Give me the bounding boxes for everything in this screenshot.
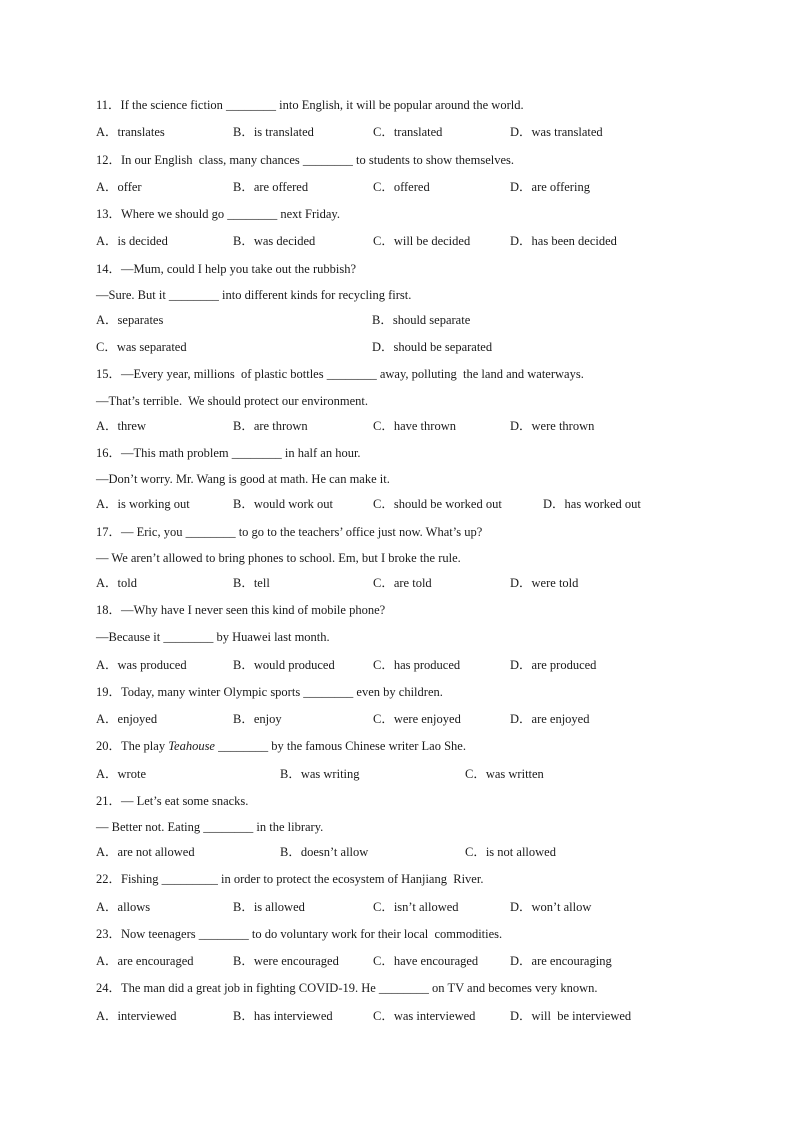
option-a: A．offer bbox=[96, 180, 142, 194]
option-c: C．offered bbox=[373, 180, 430, 194]
option-a: A．allows bbox=[96, 900, 151, 914]
option-c: C．have encouraged bbox=[373, 954, 479, 968]
question-14-options-row1 bbox=[96, 312, 716, 328]
option-a: A．translates bbox=[96, 125, 165, 139]
option-b: B．is allowed bbox=[233, 900, 305, 914]
question-15-reply: —That’s terrible. We should protect our environment. bbox=[96, 394, 368, 408]
option-b: B．are thrown bbox=[233, 419, 308, 433]
option-c: C．isn’t allowed bbox=[373, 900, 459, 914]
play-title: Teahouse bbox=[168, 739, 215, 753]
option-b: B．was writing bbox=[280, 767, 360, 781]
option-c: C．has produced bbox=[373, 658, 461, 672]
question-17-options bbox=[96, 575, 716, 591]
option-d: D．were told bbox=[510, 576, 579, 590]
option-b: B．is translated bbox=[233, 125, 314, 139]
stem-text: ________ by the famous Chinese writer Lao She. bbox=[214, 739, 466, 753]
question-23-options bbox=[96, 953, 716, 969]
option-d: D．are produced bbox=[510, 658, 597, 672]
question-17-reply: — We aren’t allowed to bring phones to school. Em, but I broke the rule. bbox=[96, 551, 461, 565]
question-16-reply: —Don’t worry. Mr. Wang is good at math. He can make it. bbox=[96, 472, 390, 486]
option-c: C．will be decided bbox=[373, 234, 471, 248]
question-14-options-row2 bbox=[96, 339, 716, 355]
question-24-stem: 24．The man did a great job in fighting COVID-19. He ________ on TV and becomes very known. bbox=[96, 981, 598, 995]
question-24-options bbox=[96, 1008, 716, 1024]
option-d: D．are encouraging bbox=[510, 954, 612, 968]
option-d: D．were thrown bbox=[510, 419, 595, 433]
question-18-reply: —Because it ________ by Huawei last month. bbox=[96, 630, 330, 644]
option-d: D．won’t allow bbox=[510, 900, 592, 914]
option-d: D．has been decided bbox=[510, 234, 617, 248]
stem-text: 20．The play bbox=[96, 739, 169, 753]
option-d: D．are offering bbox=[510, 180, 590, 194]
question-23-stem: 23．Now teenagers ________ to do voluntary work for their local commodities. bbox=[96, 927, 503, 941]
option-a: A．enjoyed bbox=[96, 712, 158, 726]
option-d: D．should be separated bbox=[372, 340, 493, 354]
option-b: B．should separate bbox=[372, 313, 471, 327]
option-d: D．will be interviewed bbox=[510, 1009, 632, 1023]
question-21-reply: — Better not. Eating ________ in the library. bbox=[96, 820, 324, 834]
question-12-options bbox=[96, 179, 716, 195]
question-13-options bbox=[96, 233, 716, 249]
question-19-stem: 19．Today, many winter Olympic sports ________ even by children. bbox=[96, 685, 443, 699]
option-c: C．have thrown bbox=[373, 419, 456, 433]
question-15-stem: 15．—Every year, millions of plastic bottles ________ away, polluting the land and waterways. bbox=[96, 367, 584, 381]
question-12-stem: 12．In our English class, many chances ________ to students to show themselves. bbox=[96, 153, 514, 167]
question-11-options bbox=[96, 124, 716, 140]
question-18-options bbox=[96, 657, 716, 673]
option-a: A．is working out bbox=[96, 497, 190, 511]
option-b: B．were encouraged bbox=[233, 954, 339, 968]
option-b: B．would produced bbox=[233, 658, 335, 672]
question-16-stem: 16．—This math problem ________ in half an hour. bbox=[96, 446, 361, 460]
option-a: A．threw bbox=[96, 419, 146, 433]
option-c: C．was separated bbox=[96, 340, 187, 354]
option-c: C．was interviewed bbox=[373, 1009, 476, 1023]
option-a: A．is decided bbox=[96, 234, 168, 248]
option-a: A．interviewed bbox=[96, 1009, 177, 1023]
question-22-options bbox=[96, 899, 716, 915]
option-a: A．wrote bbox=[96, 767, 146, 781]
option-b: B．would work out bbox=[233, 497, 334, 511]
question-20-options bbox=[96, 766, 716, 782]
option-b: B．was decided bbox=[233, 234, 316, 248]
option-d: D．was translated bbox=[510, 125, 603, 139]
question-21-stem: 21．— Let’s eat some snacks. bbox=[96, 794, 249, 808]
option-b: B．are offered bbox=[233, 180, 309, 194]
question-13-stem: 13．Where we should go ________ next Friday. bbox=[96, 207, 340, 221]
option-a: A．told bbox=[96, 576, 137, 590]
question-14-reply: —Sure. But it ________ into different kinds for recycling first. bbox=[96, 288, 412, 302]
option-d: D．has worked out bbox=[543, 497, 641, 511]
question-14-stem: 14．—Mum, could I help you take out the rubbish? bbox=[96, 262, 357, 276]
question-18-stem: 18．—Why have I never seen this kind of mobile phone? bbox=[96, 603, 386, 617]
question-22-stem: 22．Fishing _________ in order to protect the ecosystem of Hanjiang River. bbox=[96, 872, 484, 886]
option-c: C．translated bbox=[373, 125, 443, 139]
option-b: B．doesn’t allow bbox=[280, 845, 369, 859]
option-b: B．enjoy bbox=[233, 712, 282, 726]
option-c: C．was written bbox=[465, 767, 544, 781]
question-20-stem bbox=[96, 738, 466, 754]
question-19-options bbox=[96, 711, 716, 727]
option-c: C．were enjoyed bbox=[373, 712, 461, 726]
option-a: A．are encouraged bbox=[96, 954, 194, 968]
option-c: C．should be worked out bbox=[373, 497, 502, 511]
option-b: B．tell bbox=[233, 576, 270, 590]
option-c: C．are told bbox=[373, 576, 432, 590]
option-c: C．is not allowed bbox=[465, 845, 556, 859]
option-a: A．separates bbox=[96, 313, 164, 327]
question-17-stem: 17．— Eric, you ________ to go to the teachers’ office just now. What’s up? bbox=[96, 525, 483, 539]
option-b: B．has interviewed bbox=[233, 1009, 333, 1023]
question-11-stem: 11．If the science fiction ________ into English, it will be popular around the world. bbox=[96, 98, 524, 112]
question-21-options bbox=[96, 844, 716, 860]
option-a: A．was produced bbox=[96, 658, 187, 672]
option-d: D．are enjoyed bbox=[510, 712, 590, 726]
question-16-options bbox=[96, 496, 716, 512]
option-a: A．are not allowed bbox=[96, 845, 195, 859]
question-15-options bbox=[96, 418, 716, 434]
